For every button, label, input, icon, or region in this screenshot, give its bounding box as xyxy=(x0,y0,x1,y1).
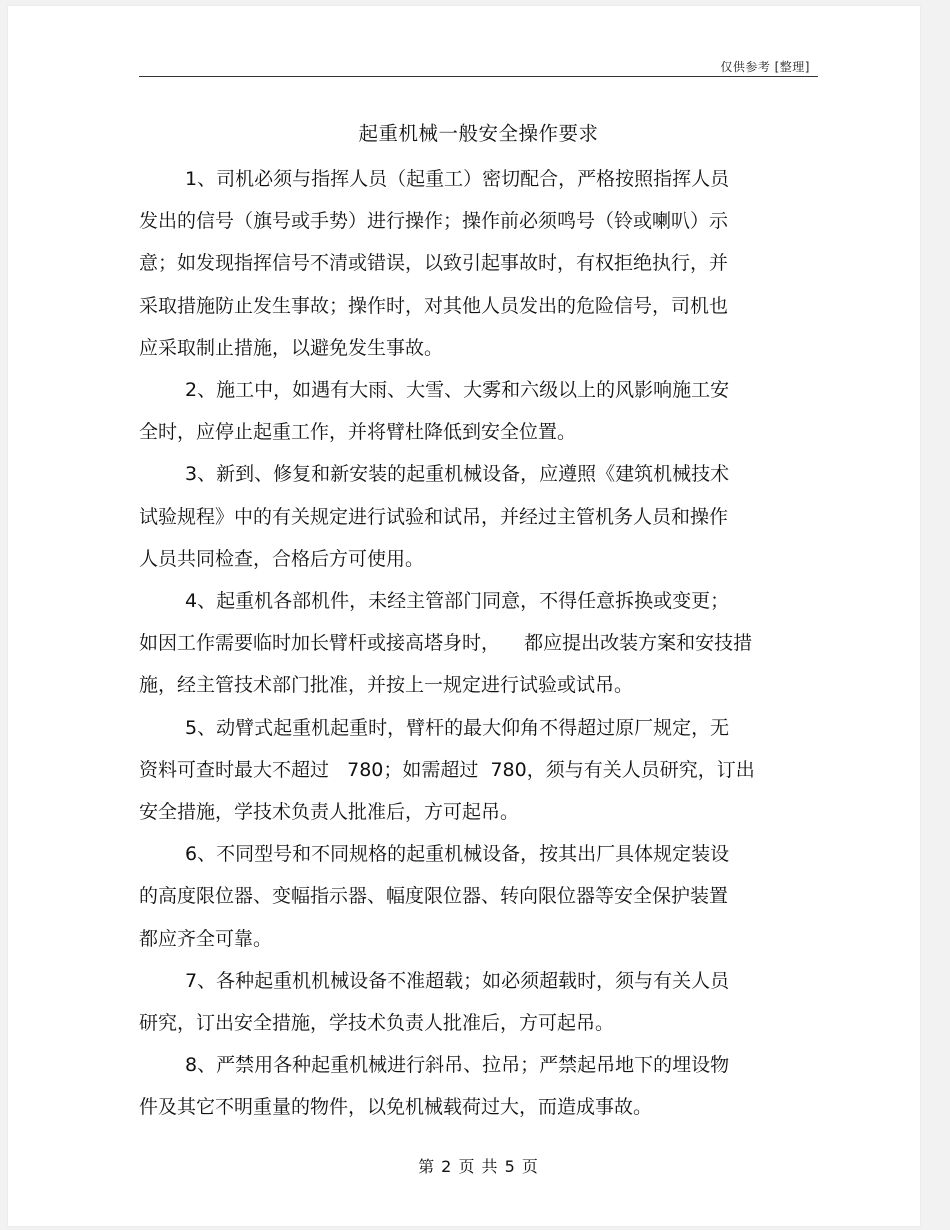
paragraph-4 xyxy=(139,580,818,707)
text-line: 8、严禁用各种起重机械进行斜吊、拉吊；严禁起吊地下的埋设物 xyxy=(185,1054,730,1077)
paragraph-7 xyxy=(139,960,818,1044)
paragraph-5 xyxy=(139,707,818,834)
text-line: 应采取制止措施，以避免发生事故。 xyxy=(139,336,444,359)
page-number: 第 2 页 共 5 页 xyxy=(418,1157,539,1176)
text-line: 件及其它不明重量的物件，以免机械载荷过大，而造成事故。 xyxy=(139,1096,653,1119)
header-note: 仅供参考 [整理] xyxy=(720,60,810,74)
paragraph-1 xyxy=(139,158,818,369)
paragraph-3 xyxy=(139,453,818,580)
text-line: 3、新到、修复和新安装的起重机械设备，应遵照《建筑机械技术 xyxy=(185,463,730,486)
text-line: 人员共同检查，合格后方可使用。 xyxy=(139,547,425,570)
text-line: 资料可查时最大不超过 780；如需超过 780，须与有关人员研究，订出 xyxy=(139,758,755,781)
document-title: 起重机械一般安全操作要求 xyxy=(358,122,599,145)
text-line: 试验规程》中的有关规定进行试验和试吊，并经过主管机务人员和操作 xyxy=(139,505,729,528)
text-line: 7、各种起重机机械设备不准超载；如必须超载时，须与有关人员 xyxy=(185,969,730,992)
text-line: 研究，订出安全措施，学技术负责人批准后，方可起吊。 xyxy=(139,1012,615,1035)
text-line: 的高度限位器、变幅指示器、幅度限位器、转向限位器等安全保护装置 xyxy=(139,885,729,908)
text-line: 6、不同型号和不同规格的起重机械设备，按其出厂具体规定装设 xyxy=(185,843,730,866)
text-line: 4、起重机各部机件，未经主管部门同意，不得任意拆换或变更； xyxy=(185,590,730,613)
text-line: 1、司机必须与指挥人员（起重工）密切配合，严格按照指挥人员 xyxy=(185,168,730,190)
text-line: 都应齐全可靠。 xyxy=(139,927,273,950)
text-line: 5、动臂式起重机起重时，臂杆的最大仰角不得超过原厂规定，无 xyxy=(185,716,730,739)
paragraph-8 xyxy=(139,1044,818,1128)
text-line: 全时，应停止起重工作，并将臂杜降低到安全位置。 xyxy=(139,421,577,444)
document-page xyxy=(8,6,920,1226)
text-line: 安全措施，学技术负责人批准后，方可起吊。 xyxy=(139,801,520,824)
text-line: 施，经主管技术部门批准，并按上一规定进行试验或试吊。 xyxy=(139,674,634,697)
text-line: 采取措施防止发生事故；操作时，对其他人员发出的危险信号，司机也 xyxy=(139,294,729,317)
text-line: 2、施工中，如遇有大雨、大雪、大雾和六级以上的风影响施工安 xyxy=(185,379,730,402)
text-line: 发出的信号（旗号或手势）进行操作；操作前必须鸣号（铃或喇叭）示 xyxy=(139,210,729,233)
document-body xyxy=(139,158,818,1129)
text-line: 如因工作需要临时加长臂杆或接高塔身时， 都应提出改装方案和安技措 xyxy=(139,632,753,655)
paragraph-2 xyxy=(139,369,818,453)
header-divider xyxy=(139,76,818,77)
paragraph-6 xyxy=(139,833,818,960)
text-line: 意；如发现指挥信号不清或错误，以致引起事故时，有权拒绝执行，并 xyxy=(139,252,729,275)
